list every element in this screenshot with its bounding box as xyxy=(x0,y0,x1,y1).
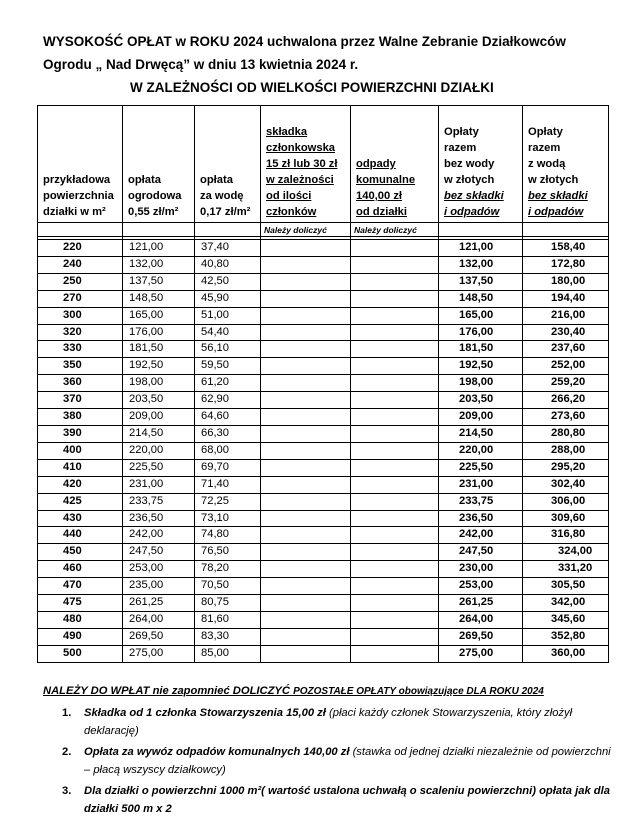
cell-total-with-water: 280,80 xyxy=(523,425,609,442)
header-water-fee: opłata za wodę 0,17 zł/m² xyxy=(195,106,261,223)
cell-total-without-water: 209,00 xyxy=(439,409,523,426)
cell-member-fee xyxy=(261,392,351,409)
list-item-detail-text: (stawka od jednej działki niezależnie od powierzchni – płacą wszyscy działkowcy) xyxy=(84,746,611,776)
cell-water-fee: 76,50 xyxy=(195,544,261,561)
cell-total-without-water: 231,00 xyxy=(439,476,523,493)
table-row xyxy=(38,510,609,527)
table-row xyxy=(38,324,609,341)
table-row xyxy=(38,595,609,612)
cell-total-without-water: 269,50 xyxy=(439,628,523,645)
cell-member-fee xyxy=(261,324,351,341)
cell-total-with-water: 194,40 xyxy=(523,290,609,307)
cell-total-without-water: 198,00 xyxy=(439,375,523,392)
cell-waste-fee xyxy=(351,442,439,459)
cell-member-fee xyxy=(261,476,351,493)
cell-total-without-water: 176,00 xyxy=(439,324,523,341)
cell-area: 425 xyxy=(38,493,123,510)
cell-area: 360 xyxy=(38,375,123,392)
cell-total-with-water: 230,40 xyxy=(523,324,609,341)
table-row xyxy=(38,409,609,426)
cell-area: 300 xyxy=(38,307,123,324)
cell-member-fee xyxy=(261,628,351,645)
list-item-number: 1. xyxy=(62,707,72,719)
cell-total-with-water: 259,20 xyxy=(523,375,609,392)
cell-member-fee xyxy=(261,459,351,476)
cell-water-fee: 83,30 xyxy=(195,628,261,645)
cell-water-fee: 61,20 xyxy=(195,375,261,392)
cell-total-without-water: 192,50 xyxy=(439,358,523,375)
cell-total-without-water: 132,00 xyxy=(439,256,523,273)
table-row xyxy=(38,442,609,459)
table-header-row xyxy=(38,106,609,223)
cell-area: 270 xyxy=(38,290,123,307)
cell-water-fee: 68,00 xyxy=(195,442,261,459)
cell-total-without-water: 165,00 xyxy=(439,307,523,324)
cell-total-with-water: 305,50 xyxy=(523,578,609,595)
cell-member-fee xyxy=(261,256,351,273)
cell-water-fee: 66,30 xyxy=(195,425,261,442)
cell-area: 470 xyxy=(38,578,123,595)
cell-garden-fee: 264,00 xyxy=(123,611,195,628)
cell-waste-fee xyxy=(351,595,439,612)
cell-waste-fee xyxy=(351,645,439,662)
table-row xyxy=(38,628,609,645)
cell-water-fee: 80,75 xyxy=(195,595,261,612)
cell-total-with-water: 309,60 xyxy=(523,510,609,527)
cell-garden-fee: 192,50 xyxy=(123,358,195,375)
header-waste-fee: odpady komunalne 140,00 zł od działki xyxy=(351,106,439,223)
cell-garden-fee: 269,50 xyxy=(123,628,195,645)
cell-waste-fee xyxy=(351,240,439,257)
cell-garden-fee: 275,00 xyxy=(123,645,195,662)
cell-waste-fee xyxy=(351,324,439,341)
cell-waste-fee xyxy=(351,459,439,476)
table-row xyxy=(38,527,609,544)
table-row xyxy=(38,256,609,273)
cell-waste-fee xyxy=(351,476,439,493)
cell-garden-fee: 261,25 xyxy=(123,595,195,612)
note-waste: Należy doliczyć xyxy=(351,223,439,237)
table-row xyxy=(38,358,609,375)
cell-waste-fee xyxy=(351,375,439,392)
cell-waste-fee xyxy=(351,578,439,595)
document-subtitle: W ZALEŻNOŚCI OD WIELKOŚCI POWIERZCHNI DZIAŁKI xyxy=(130,80,494,95)
cell-total-without-water: 203,50 xyxy=(439,392,523,409)
cell-total-with-water: 252,00 xyxy=(523,358,609,375)
cell-total-without-water: 148,50 xyxy=(439,290,523,307)
cell-total-without-water: 261,25 xyxy=(439,595,523,612)
cell-total-with-water: 302,40 xyxy=(523,476,609,493)
cell-total-without-water: 214,50 xyxy=(439,425,523,442)
list-item xyxy=(62,705,617,740)
table-row xyxy=(38,273,609,290)
cell-water-fee: 40,80 xyxy=(195,256,261,273)
cell-total-without-water: 233,75 xyxy=(439,493,523,510)
table-row xyxy=(38,375,609,392)
list-item-bold-text: Składka od 1 członka Stowarzyszenia 15,00 zł xyxy=(84,707,326,719)
other-fees-heading: NALEŻY DO WPŁAT nie zapomnieć DOLICZYĆ POZOSTAŁE OPŁATY obowiązujące DLA ROKU 2024 xyxy=(43,685,544,697)
cell-total-with-water: 158,40 xyxy=(523,240,609,257)
cell-total-with-water: 342,00 xyxy=(523,595,609,612)
cell-garden-fee: 233,75 xyxy=(123,493,195,510)
cell-waste-fee xyxy=(351,256,439,273)
fees-table xyxy=(37,105,609,663)
cell-garden-fee: 121,00 xyxy=(123,240,195,257)
header-member-fee: składka członkowska 15 zł lub 30 zł w zależności od ilości członków xyxy=(261,106,351,223)
cell-garden-fee: 181,50 xyxy=(123,341,195,358)
cell-area: 390 xyxy=(38,425,123,442)
cell-waste-fee xyxy=(351,290,439,307)
cell-member-fee xyxy=(261,645,351,662)
cell-garden-fee: 247,50 xyxy=(123,544,195,561)
cell-area: 240 xyxy=(38,256,123,273)
cell-area: 380 xyxy=(38,409,123,426)
cell-total-without-water: 247,50 xyxy=(439,544,523,561)
cell-waste-fee xyxy=(351,392,439,409)
cell-total-without-water: 137,50 xyxy=(439,273,523,290)
cell-area: 490 xyxy=(38,628,123,645)
cell-total-with-water: 216,00 xyxy=(523,307,609,324)
document-title-line-2: Ogrodu „ Nad Drwęcą” w dniu 13 kwietnia 2024 r. xyxy=(43,57,359,72)
cell-water-fee: 85,00 xyxy=(195,645,261,662)
table-row xyxy=(38,290,609,307)
cell-garden-fee: 253,00 xyxy=(123,561,195,578)
cell-garden-fee: 198,00 xyxy=(123,375,195,392)
cell-member-fee xyxy=(261,240,351,257)
cell-total-with-water: 266,20 xyxy=(523,392,609,409)
cell-member-fee xyxy=(261,375,351,392)
table-row xyxy=(38,578,609,595)
cell-total-with-water: 180,00 xyxy=(523,273,609,290)
cell-member-fee xyxy=(261,341,351,358)
cell-area: 420 xyxy=(38,476,123,493)
cell-garden-fee: 225,50 xyxy=(123,459,195,476)
cell-total-without-water: 121,00 xyxy=(439,240,523,257)
cell-member-fee xyxy=(261,442,351,459)
cell-garden-fee: 214,50 xyxy=(123,425,195,442)
header-garden-fee: opłata ogrodowa 0,55 zł/m² xyxy=(123,106,195,223)
cell-waste-fee xyxy=(351,358,439,375)
cell-total-with-water: 273,60 xyxy=(523,409,609,426)
cell-garden-fee: 137,50 xyxy=(123,273,195,290)
cell-member-fee xyxy=(261,358,351,375)
cell-total-without-water: 236,50 xyxy=(439,510,523,527)
cell-water-fee: 37,40 xyxy=(195,240,261,257)
cell-water-fee: 73,10 xyxy=(195,510,261,527)
table-row xyxy=(38,392,609,409)
cell-garden-fee: 220,00 xyxy=(123,442,195,459)
cell-area: 450 xyxy=(38,544,123,561)
cell-garden-fee: 242,00 xyxy=(123,527,195,544)
cell-water-fee: 45,90 xyxy=(195,290,261,307)
cell-member-fee xyxy=(261,409,351,426)
cell-waste-fee xyxy=(351,307,439,324)
cell-water-fee: 69,70 xyxy=(195,459,261,476)
cell-garden-fee: 231,00 xyxy=(123,476,195,493)
table-row xyxy=(38,544,609,561)
cell-member-fee xyxy=(261,595,351,612)
list-item xyxy=(62,783,617,818)
cell-total-with-water: 345,60 xyxy=(523,611,609,628)
cell-garden-fee: 165,00 xyxy=(123,307,195,324)
table-row xyxy=(38,611,609,628)
cell-water-fee: 42,50 xyxy=(195,273,261,290)
cell-garden-fee: 236,50 xyxy=(123,510,195,527)
cell-water-fee: 81,60 xyxy=(195,611,261,628)
cell-water-fee: 78,20 xyxy=(195,561,261,578)
list-item-detail-text: (płaci każdy członek Stowarzyszenia, który złożył deklarację) xyxy=(84,707,573,737)
table-row xyxy=(38,476,609,493)
cell-water-fee: 72,25 xyxy=(195,493,261,510)
cell-water-fee: 56,10 xyxy=(195,341,261,358)
cell-water-fee: 59,50 xyxy=(195,358,261,375)
list-item-bold-text: Opłata za wywóz odpadów komunalnych 140,00 zł xyxy=(84,746,350,758)
cell-water-fee: 62,90 xyxy=(195,392,261,409)
cell-total-with-water: 324,00 xyxy=(523,544,609,561)
cell-member-fee xyxy=(261,273,351,290)
table-row xyxy=(38,240,609,257)
cell-area: 370 xyxy=(38,392,123,409)
cell-waste-fee xyxy=(351,611,439,628)
cell-area: 410 xyxy=(38,459,123,476)
document-title-line-1: WYSOKOŚĆ OPŁAT w ROKU 2024 uchwalona przez Walne Zebranie Działkowców xyxy=(43,34,566,49)
cell-total-without-water: 181,50 xyxy=(439,341,523,358)
cell-garden-fee: 203,50 xyxy=(123,392,195,409)
other-fees-list xyxy=(62,705,617,822)
cell-area: 320 xyxy=(38,324,123,341)
list-item-bold-text: Dla działki o powierzchni 1000 m²( wartość ustalona uchwałą o scaleniu powierzchni) opłata jak dla działki 500 m x 2 xyxy=(84,785,610,815)
table-row xyxy=(38,425,609,442)
table-row xyxy=(38,645,609,662)
cell-total-with-water: 295,20 xyxy=(523,459,609,476)
cell-area: 220 xyxy=(38,240,123,257)
cell-area: 430 xyxy=(38,510,123,527)
cell-water-fee: 71,40 xyxy=(195,476,261,493)
cell-waste-fee xyxy=(351,527,439,544)
cell-garden-fee: 209,00 xyxy=(123,409,195,426)
cell-total-without-water: 242,00 xyxy=(439,527,523,544)
cell-total-with-water: 331,20 xyxy=(523,561,609,578)
cell-member-fee xyxy=(261,561,351,578)
cell-total-with-water: 172,80 xyxy=(523,256,609,273)
cell-waste-fee xyxy=(351,425,439,442)
cell-water-fee: 64,60 xyxy=(195,409,261,426)
cell-area: 500 xyxy=(38,645,123,662)
cell-water-fee: 54,40 xyxy=(195,324,261,341)
cell-total-without-water: 275,00 xyxy=(439,645,523,662)
list-item xyxy=(62,744,617,779)
cell-member-fee xyxy=(261,544,351,561)
header-total-without-water: Opłaty razem bez wody w złotych bez składki i odpadów xyxy=(439,106,523,223)
cell-garden-fee: 132,00 xyxy=(123,256,195,273)
cell-waste-fee xyxy=(351,273,439,290)
cell-garden-fee: 148,50 xyxy=(123,290,195,307)
cell-total-with-water: 360,00 xyxy=(523,645,609,662)
list-item-number: 3. xyxy=(62,785,72,797)
cell-area: 400 xyxy=(38,442,123,459)
cell-waste-fee xyxy=(351,409,439,426)
cell-total-with-water: 316,80 xyxy=(523,527,609,544)
cell-member-fee xyxy=(261,425,351,442)
cell-waste-fee xyxy=(351,341,439,358)
header-area: przykładowa powierzchnia działki w m² xyxy=(38,106,123,223)
cell-water-fee: 51,00 xyxy=(195,307,261,324)
cell-total-without-water: 220,00 xyxy=(439,442,523,459)
note-row xyxy=(38,223,609,237)
cell-garden-fee: 176,00 xyxy=(123,324,195,341)
cell-area: 350 xyxy=(38,358,123,375)
cell-area: 330 xyxy=(38,341,123,358)
cell-total-with-water: 306,00 xyxy=(523,493,609,510)
cell-total-without-water: 253,00 xyxy=(439,578,523,595)
cell-area: 480 xyxy=(38,611,123,628)
cell-waste-fee xyxy=(351,493,439,510)
cell-member-fee xyxy=(261,307,351,324)
cell-waste-fee xyxy=(351,510,439,527)
cell-total-without-water: 264,00 xyxy=(439,611,523,628)
cell-member-fee xyxy=(261,493,351,510)
table-row xyxy=(38,493,609,510)
cell-area: 475 xyxy=(38,595,123,612)
cell-member-fee xyxy=(261,290,351,307)
cell-water-fee: 70,50 xyxy=(195,578,261,595)
cell-area: 440 xyxy=(38,527,123,544)
table-row xyxy=(38,341,609,358)
table-row xyxy=(38,307,609,324)
cell-area: 250 xyxy=(38,273,123,290)
table-row xyxy=(38,459,609,476)
cell-area: 460 xyxy=(38,561,123,578)
header-total-with-water: Opłaty razem z wodą w złotych bez składki i odpadów xyxy=(523,106,609,223)
list-item-number: 2. xyxy=(62,746,72,758)
cell-member-fee xyxy=(261,510,351,527)
cell-total-with-water: 288,00 xyxy=(523,442,609,459)
note-member: Należy doliczyć xyxy=(261,223,351,237)
cell-waste-fee xyxy=(351,561,439,578)
cell-total-with-water: 352,80 xyxy=(523,628,609,645)
cell-waste-fee xyxy=(351,544,439,561)
cell-total-without-water: 230,00 xyxy=(439,561,523,578)
cell-water-fee: 74,80 xyxy=(195,527,261,544)
cell-waste-fee xyxy=(351,628,439,645)
table-row xyxy=(38,561,609,578)
cell-total-without-water: 225,50 xyxy=(439,459,523,476)
cell-total-with-water: 237,60 xyxy=(523,341,609,358)
cell-garden-fee: 235,00 xyxy=(123,578,195,595)
cell-member-fee xyxy=(261,611,351,628)
cell-member-fee xyxy=(261,527,351,544)
cell-member-fee xyxy=(261,578,351,595)
